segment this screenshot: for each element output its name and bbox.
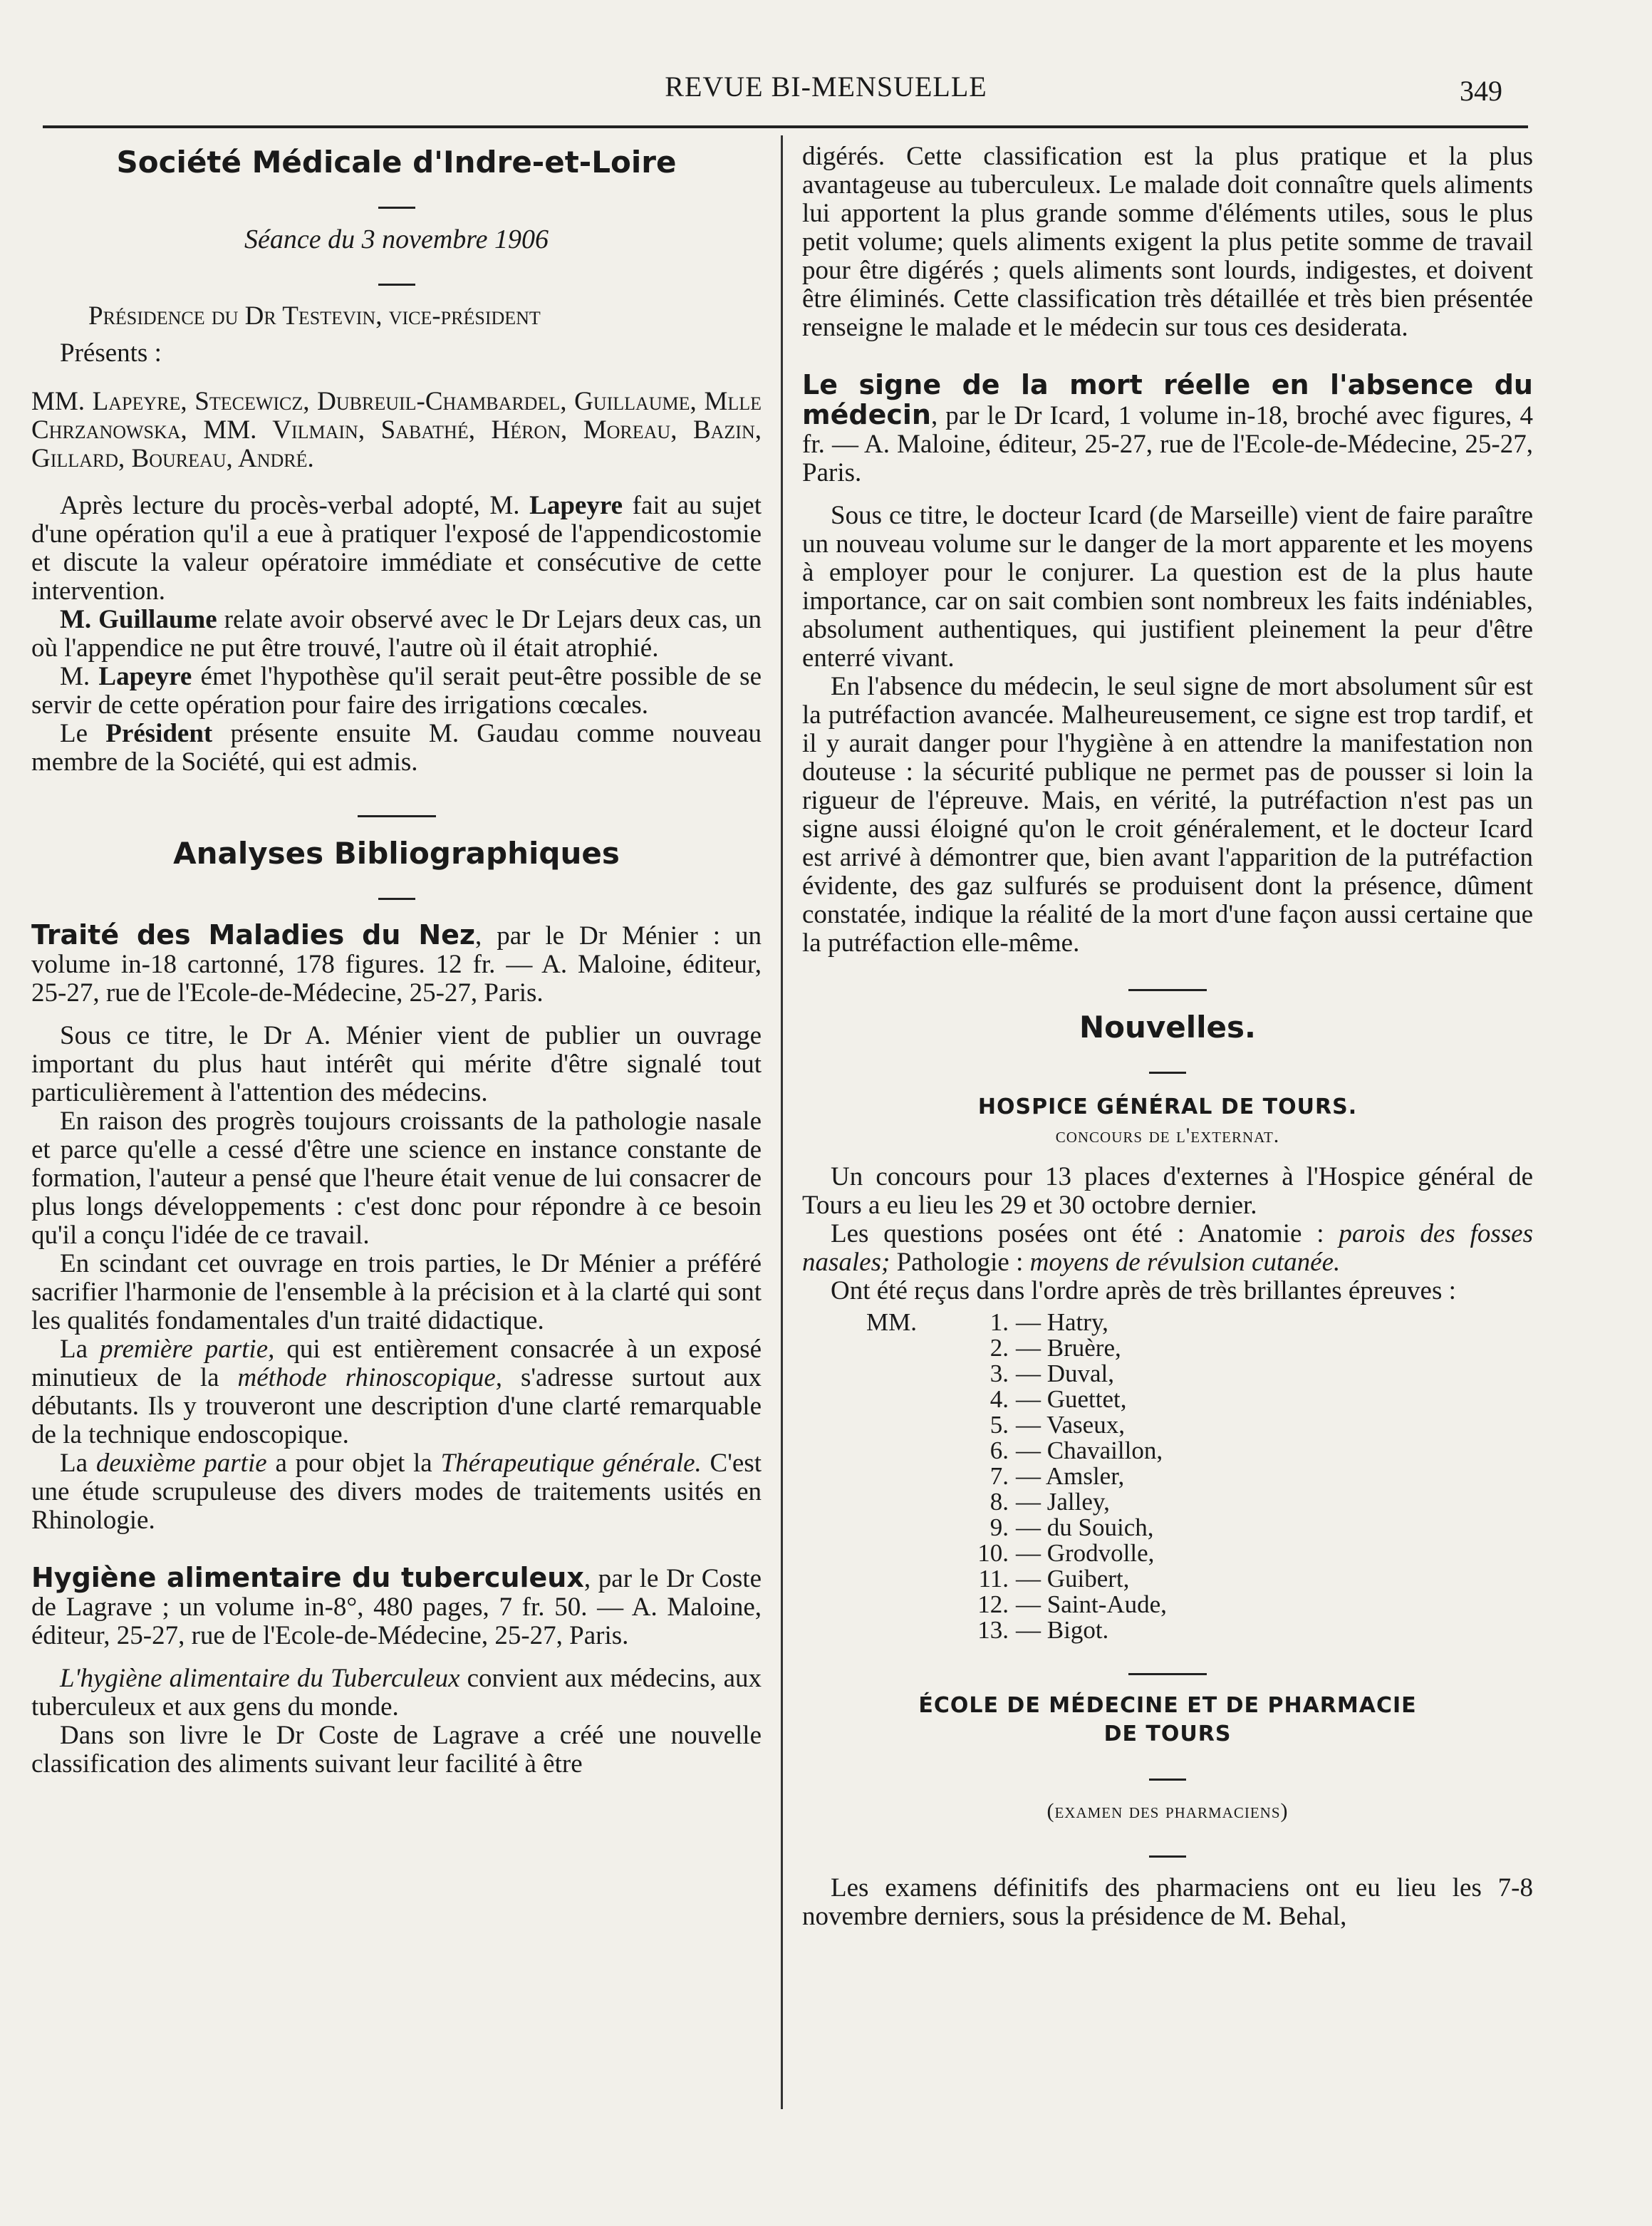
analyses-title: Analyses Bibliographiques <box>173 836 620 871</box>
book1-paragraph-5: La deuxième partie a pour objet la Thérapeutique générale. C'est une étude scrupuleuse des divers modes de traitements usités en Rhinologie. <box>31 1449 762 1535</box>
continued-paragraph: digérés. Cette classification est la plus pratique et la plus avantageuse au tuberculeux. Le malade doit connaître quels aliments lui apportent la plus grande somme d'éléments utiles, sous le plus petit volume; quels aliments exigent la plus petite somme de travail pour être digérés ; quels aliments sont lourds, indigestes, et doivent être éliminés. Cette classification très détaillée et très bien présentée renseigne le malade et le médecin sur tous ces desiderata. <box>802 142 1533 342</box>
book2-reference: Hygiène alimentaire du tuberculeux, par le Dr Coste de Lagrave ; un volume in-8°, 480 pages, 7 fr. 50. — A. Maloine, éditeur, 25-27, rue de l'Ecole-de-Médecine, 25-27, Paris. <box>31 1562 762 1650</box>
book3-paragraph-2: En l'absence du médecin, le seul signe de mort absolument sûr est la putréfaction avancée. Malheureusement, ce signe est trop tardif, et il y aurait danger pour l'hygiène à en attendre la manifestation non douteuse : la sécurité publique ne permet pas de pousser si loin la rigueur de l'épreuve. Mais, en vérité, la putréfaction n'est pas un signe aussi éloigné qu'on le croit généralement, et le docteur Icard est arrivé à démontrer que, bien avant l'apparition de la putréfaction évidente, des gaz sulfurés se produisent dont la présence, dûment constatée, indique la réalité de la mort d'une façon aussi certaine que la putréfaction elle-même. <box>802 672 1533 958</box>
book1-paragraph-1: Sous ce titre, le Dr A. Ménier vient de publier un ouvrage important du plus haut intérêt qui mérite d'être signalé tout particulièrement à l'attention des médecins. <box>31 1021 762 1107</box>
members-list: MM. Lapeyre, Stecewicz, Dubreuil-Chambardel, Guillaume, Mlle Chrzanowska, MM. Vilmain, Sabathé, Héron, Moreau, Bazin, Gillard, Boureau, André. <box>31 387 762 473</box>
separator-dash <box>802 1759 1533 1787</box>
column-rule <box>781 135 783 2109</box>
news-paragraph-3: Ont été reçus dans l'ordre après de très brillantes épreuves : <box>831 1276 1456 1305</box>
book3-paragraph-1: Sous ce titre, le docteur Icard (de Marseille) vient de faire paraître un nouveau volume sur le danger de la mort apparente et les moyens à employer pour le conjurer. La question est de la plus haute importance, car on sait combien sont nombreux les faits indéniables, absolument authentiques, qui justifient pleinement la peur d'être enterré vivant. <box>802 501 1533 673</box>
list-item: 11. — Guibert, <box>978 1565 1130 1593</box>
minutes-paragraph-3: M. Lapeyre émet l'hypothèse qu'il serait peut-être possible de se servir de cette opération pour faire des irrigations cœcales. <box>31 662 762 720</box>
news-paragraph-1: Un concours pour 13 places d'externes à l'Hospice général de Tours a eu lieu les 29 et 30 octobre dernier. <box>802 1162 1533 1220</box>
list-item: 6. — Chavaillon, <box>989 1436 1163 1464</box>
section-rule <box>802 1653 1533 1682</box>
externat-heading: concours de l'externat. <box>1055 1124 1280 1147</box>
list-item: 10. — Grodvolle, <box>977 1539 1155 1567</box>
news-paragraph-2: Les questions posées ont été : Anatomie : parois des fosses nasales; Pathologie : moyens de révulsion cutanée. <box>802 1219 1533 1277</box>
news-title: Nouvelles. <box>1079 1010 1256 1045</box>
section-rule <box>31 795 762 824</box>
exam-paragraph: Les examens définitifs des pharmaciens ont eu lieu les 7-8 novembre derniers, sous la présidence de M. Behal, <box>802 1873 1533 1931</box>
section-rule <box>802 969 1533 998</box>
separator-dash <box>31 878 762 906</box>
exam-heading: (examen des pharmaciens) <box>1046 1799 1289 1823</box>
book3-reference: Le signe de la mort réelle en l'absence du médecin, par le Dr Icard, 1 volume in-18, broché avec figures, 4 fr. — A. Maloine, éditeur, 25-27, rue de l'Ecole-de-Médecine, 25-27, Paris. <box>802 369 1533 487</box>
book1-reference: Traité des Maladies du Nez, par le Dr Ménier : un volume in-18 cartonné, 178 figures. 12 fr. — A. Maloine, éditeur, 25-27, rue de l'Ecole-de-Médecine, 25-27, Paris. <box>31 919 762 1008</box>
header-rule <box>43 125 1528 128</box>
list-item: 8. — Jalley, <box>989 1488 1110 1516</box>
book1-paragraph-2: En raison des progrès toujours croissants de la pathologie nasale et parce qu'elle a cessé d'être une science en instance constante de formation, l'auteur a pensé que l'heure était venue de lui consacrer de plus longs développements : c'est donc pour répondre à ce besoin qu'il a conçu l'idée de ce travail. <box>31 1107 762 1250</box>
separator-dash <box>802 1052 1533 1080</box>
mm-label: MM. <box>866 1308 917 1336</box>
list-item: 9. — du Souich, <box>989 1513 1154 1541</box>
list-item: 3. — Duval, <box>989 1360 1115 1387</box>
ecole-heading-line-1: ÉCOLE DE MÉDECINE ET DE PHARMACIE <box>918 1693 1417 1718</box>
right-column <box>802 143 1533 1931</box>
separator-dash <box>31 187 762 215</box>
left-column <box>31 143 762 1779</box>
list-item: 2. — Bruère, <box>989 1334 1121 1362</box>
list-item: 4. — Guettet, <box>989 1385 1127 1413</box>
ecole-heading-line-2: DE TOURS <box>1103 1722 1232 1746</box>
list-item: 12. — Saint-Aude, <box>977 1590 1167 1618</box>
hospice-heading: HOSPICE GÉNÉRAL DE TOURS. <box>977 1094 1358 1119</box>
separator-dash <box>31 264 762 292</box>
book2-paragraph-2: Dans son livre le Dr Coste de Lagrave a créé une nouvelle classification des aliments suivant leur facilité à être <box>31 1721 762 1779</box>
list-item: MM. 1. — Hatry, <box>866 1308 1108 1336</box>
presents-label: Présents : <box>60 338 162 368</box>
page-number: 349 <box>1460 75 1502 107</box>
book1-paragraph-4: La première partie, qui est entièrement consacrée à un exposé minutieux de la méthode rhinoscopique, s'adresse surtout aux débutants. Ils y trouveront une description d'une clarté remarquable de la technique endoscopique. <box>31 1335 762 1449</box>
book1-paragraph-3: En scindant cet ouvrage en trois parties, le Dr Ménier a préféré sacrifier l'harmonie de l'ensemble à la précision et à la clarté qui sont les qualités fondamentales d'un traité didactique. <box>31 1249 762 1335</box>
book2-paragraph-1: L'hygiène alimentaire du Tuberculeux convient aux médecins, aux tuberculeux et aux gens du monde. <box>31 1664 762 1722</box>
list-item: 13. — Bigot. <box>977 1616 1109 1644</box>
running-head: REVUE BI-MENSUELLE <box>665 71 987 103</box>
ranked-list <box>866 1308 1533 1644</box>
minutes-paragraph-1: Après lecture du procès-verbal adopté, M. Lapeyre fait au sujet d'une opération qu'il a eue à pratiquer l'exposé de l'appendicostomie et discute la valeur opératoire immédiate et consécutive de cette intervention. <box>31 491 762 606</box>
minutes-paragraph-2: M. Guillaume relate avoir observé avec le Dr Lejars deux cas, un où l'appendice ne put être trouvé, l'autre où il était atrophié. <box>31 605 762 663</box>
separator-dash <box>802 1836 1533 1864</box>
list-item: 5. — Vaseux, <box>989 1411 1125 1439</box>
society-title: Société Médicale d'Indre-et-Loire <box>116 145 677 180</box>
list-item: 7. — Amsler, <box>989 1462 1125 1490</box>
session-date: Séance du 3 novembre 1906 <box>244 224 549 254</box>
presidency: Présidence du Dr Testevin, vice-président <box>88 301 541 331</box>
minutes-paragraph-4: Le Président présente ensuite M. Gaudau comme nouveau membre de la Société, qui est admis. <box>31 719 762 777</box>
